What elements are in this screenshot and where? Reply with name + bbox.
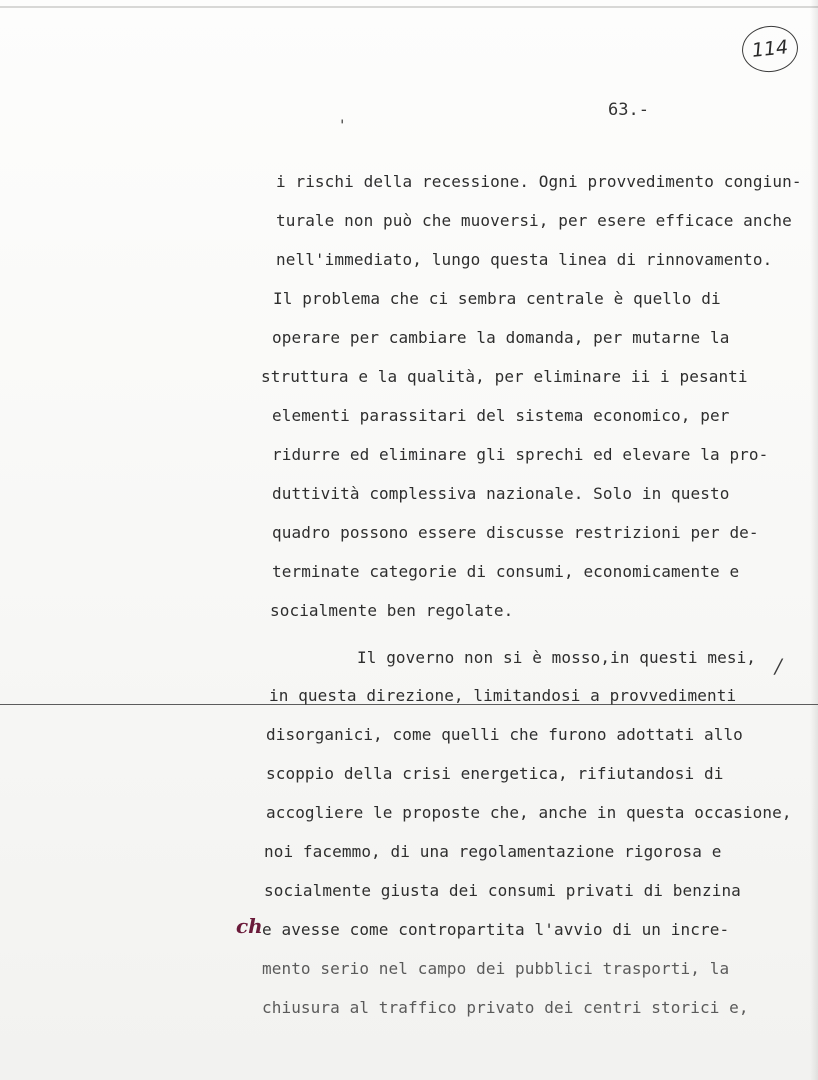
text-line-6: struttura e la qualità, per eliminare ii i pesanti	[261, 367, 748, 386]
text-line-13: Il governo non si è mosso,in questi mesi,	[357, 648, 757, 667]
text-line-18: noi facemmo, di una regolamentazione rigorosa e	[264, 842, 722, 861]
text-line-11: terminate categorie di consumi, economicamente e	[272, 562, 740, 581]
text-line-5: operare per cambiare la domanda, per mutarne la	[272, 328, 730, 347]
text-line-19: socialmente giusta dei consumi privati di benzina	[264, 881, 741, 900]
text-line-9: duttività complessiva nazionale. Solo in questo	[272, 484, 730, 503]
text-line-22: chiusura al traffico privato dei centri storici e,	[262, 998, 749, 1017]
paper-top-edge	[0, 6, 818, 8]
paper-edge-shadow	[810, 0, 818, 1080]
text-line-10: quadro possono essere discusse restrizioni per de-	[272, 523, 759, 542]
text-line-7: elementi parassitari del sistema economico, per	[272, 406, 730, 425]
text-line-16: scoppio della crisi energetica, rifiutandosi di	[266, 764, 724, 783]
text-line-1: i rischi della recessione. Ogni provvedimento congiun-	[276, 172, 802, 191]
stray-mark: '	[338, 118, 347, 134]
text-line-17: accogliere le proposte che, anche in questa occasione,	[266, 803, 792, 822]
text-line-20: e avesse come contropartita l'avvio di un incre-	[262, 920, 730, 939]
text-line-4: Il problema che ci sembra centrale è quello di	[273, 289, 721, 308]
text-line-12: socialmente ben regolate.	[270, 601, 514, 620]
margin-mark: /	[775, 654, 782, 678]
text-line-2: turale non può che muoversi, per esere efficace anche	[276, 211, 792, 230]
handwritten-insert: ch	[236, 914, 263, 938]
text-line-14: in questa direzione, limitandosi a provvedimenti	[269, 686, 737, 705]
page-number: 63.-	[608, 100, 649, 120]
text-line-8: ridurre ed eliminare gli sprechi ed elevare la pro-	[272, 445, 769, 464]
text-line-21: mento serio nel campo dei pubblici trasporti, la	[262, 959, 730, 978]
text-line-3: nell'immediato, lungo questa linea di rinnovamento.	[276, 250, 773, 269]
text-line-15: disorganici, come quelli che furono adottati allo	[266, 725, 743, 744]
archive-number-stamp: 114	[740, 23, 801, 75]
